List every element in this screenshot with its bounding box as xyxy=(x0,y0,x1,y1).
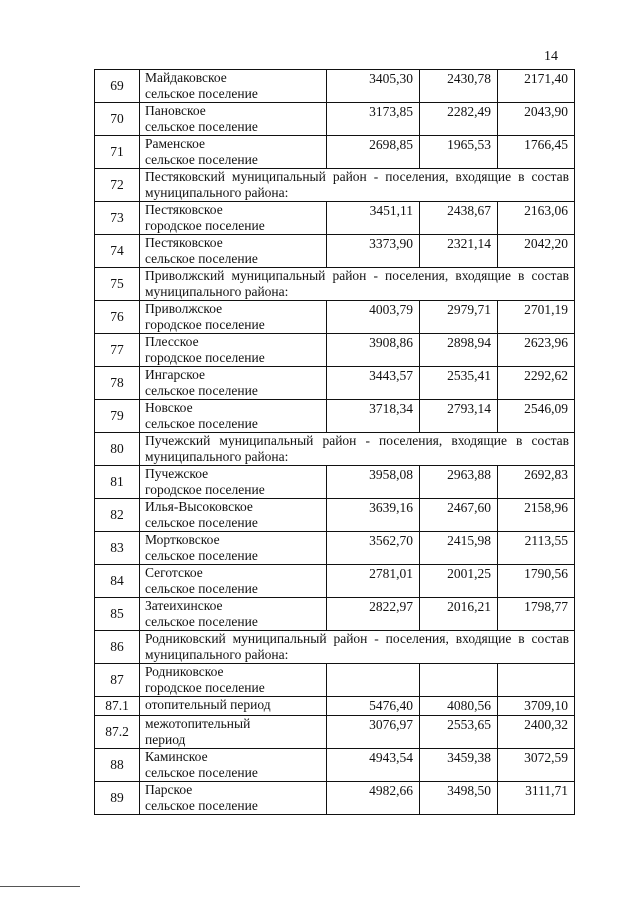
row-number: 85 xyxy=(95,598,140,631)
value-v2: 2898,94 xyxy=(420,334,498,367)
value-v2: 2001,25 xyxy=(420,565,498,598)
table-section-row xyxy=(95,169,575,202)
value-v2: 2430,78 xyxy=(420,70,498,103)
row-number: 73 xyxy=(95,202,140,235)
tariff-table xyxy=(94,69,575,815)
settlement-name-line2: сельское поселение xyxy=(145,548,258,563)
settlement-name-line1: Парское xyxy=(145,782,193,797)
value-v1 xyxy=(327,664,420,697)
value-v3: 3111,71 xyxy=(498,782,575,815)
value-v3: 2158,96 xyxy=(498,499,575,532)
settlement-name-line2: городское поселение xyxy=(145,680,265,695)
table-row xyxy=(95,499,575,532)
settlement-name xyxy=(140,499,327,532)
value-v3: 2546,09 xyxy=(498,400,575,433)
value-v3: 2692,83 xyxy=(498,466,575,499)
footnote-rule xyxy=(0,886,80,887)
value-v2: 2963,88 xyxy=(420,466,498,499)
row-number: 79 xyxy=(95,400,140,433)
settlement-name-line1: Мортковское xyxy=(145,532,220,547)
row-number: 83 xyxy=(95,532,140,565)
settlement-name-line2: сельское поселение xyxy=(145,119,258,134)
value-v3: 2042,20 xyxy=(498,235,575,268)
value-v1: 2822,97 xyxy=(327,598,420,631)
row-number: 75 xyxy=(95,268,140,301)
settlement-name-line1: отопительный период xyxy=(145,697,271,712)
page-number: 14 xyxy=(544,49,558,64)
value-v2: 2553,65 xyxy=(420,716,498,749)
row-number: 86 xyxy=(95,631,140,664)
row-number: 89 xyxy=(95,782,140,815)
table-row xyxy=(95,749,575,782)
value-v2: 3498,50 xyxy=(420,782,498,815)
value-v3: 2400,32 xyxy=(498,716,575,749)
table-row xyxy=(95,367,575,400)
settlement-name-line1: Раменское xyxy=(145,136,206,151)
table-row xyxy=(95,301,575,334)
settlement-name-line1: Плесское xyxy=(145,334,199,349)
value-v1: 3451,11 xyxy=(327,202,420,235)
table-row xyxy=(95,235,575,268)
settlement-name-line1: Родниковское xyxy=(145,664,224,679)
settlement-name-line2: сельское поселение xyxy=(145,152,258,167)
row-number: 74 xyxy=(95,235,140,268)
value-v3: 2163,06 xyxy=(498,202,575,235)
settlement-name-line1: Илья-Высоковское xyxy=(145,499,253,514)
settlement-name-line2: сельское поселение xyxy=(145,765,258,780)
table-row xyxy=(95,697,575,716)
row-number: 84 xyxy=(95,565,140,598)
value-v1: 2781,01 xyxy=(327,565,420,598)
settlement-name-line2: период xyxy=(145,732,186,747)
table-row xyxy=(95,466,575,499)
value-v1: 3173,85 xyxy=(327,103,420,136)
row-number: 77 xyxy=(95,334,140,367)
table-row xyxy=(95,598,575,631)
settlement-name-line1: Новское xyxy=(145,400,193,415)
settlement-name-line1: Приволжское xyxy=(145,301,223,316)
row-number: 72 xyxy=(95,169,140,202)
settlement-name xyxy=(140,716,327,749)
settlement-name-line2: сельское поселение xyxy=(145,515,258,530)
value-v1: 4982,66 xyxy=(327,782,420,815)
value-v1: 3373,90 xyxy=(327,235,420,268)
value-v1: 4003,79 xyxy=(327,301,420,334)
settlement-name xyxy=(140,466,327,499)
value-v1: 3076,97 xyxy=(327,716,420,749)
row-number: 87 xyxy=(95,664,140,697)
value-v3: 2623,96 xyxy=(498,334,575,367)
table-row xyxy=(95,716,575,749)
value-v3: 2043,90 xyxy=(498,103,575,136)
value-v3: 2113,55 xyxy=(498,532,575,565)
value-v2: 2415,98 xyxy=(420,532,498,565)
settlement-name-line2: городское поселение xyxy=(145,350,265,365)
row-number: 76 xyxy=(95,301,140,334)
settlement-name-line1: межотопительный xyxy=(145,716,251,731)
row-number: 88 xyxy=(95,749,140,782)
value-v1: 2698,85 xyxy=(327,136,420,169)
settlement-name xyxy=(140,749,327,782)
settlement-name xyxy=(140,70,327,103)
value-v3: 2701,19 xyxy=(498,301,575,334)
value-v3: 3709,10 xyxy=(498,697,575,716)
settlement-name-line2: сельское поселение xyxy=(145,86,258,101)
settlement-name xyxy=(140,334,327,367)
settlement-name-line2: городское поселение xyxy=(145,482,265,497)
settlement-name-line1: Майдаковское xyxy=(145,70,227,85)
table-section-row xyxy=(95,631,575,664)
value-v1: 4943,54 xyxy=(327,749,420,782)
table-row xyxy=(95,532,575,565)
value-v3: 2292,62 xyxy=(498,367,575,400)
table-row xyxy=(95,334,575,367)
row-number: 71 xyxy=(95,136,140,169)
value-v3: 3072,59 xyxy=(498,749,575,782)
settlement-name-line2: городское поселение xyxy=(145,317,265,332)
table-row xyxy=(95,70,575,103)
table-row xyxy=(95,782,575,815)
settlement-name-line2: городское поселение xyxy=(145,218,265,233)
settlement-name-line2: сельское поселение xyxy=(145,614,258,629)
value-v2: 2979,71 xyxy=(420,301,498,334)
settlement-name xyxy=(140,400,327,433)
settlement-name-line2: сельское поселение xyxy=(145,581,258,596)
value-v2: 2282,49 xyxy=(420,103,498,136)
value-v2: 2535,41 xyxy=(420,367,498,400)
settlement-name xyxy=(140,235,327,268)
settlement-name xyxy=(140,782,327,815)
row-number: 80 xyxy=(95,433,140,466)
settlement-name-line1: Пучежское xyxy=(145,466,209,481)
district-header: Пучежский муниципальный район - поселения, входящие в состав муниципального района: xyxy=(140,433,575,466)
settlement-name-line1: Сеготское xyxy=(145,565,203,580)
table-row xyxy=(95,400,575,433)
settlement-name xyxy=(140,202,327,235)
district-header: Приволжский муниципальный район - поселения, входящие в состав муниципального района: xyxy=(140,268,575,301)
district-header: Пестяковский муниципальный район - поселения, входящие в состав муниципального района: xyxy=(140,169,575,202)
value-v2: 3459,38 xyxy=(420,749,498,782)
value-v3: 1798,77 xyxy=(498,598,575,631)
settlement-name-line1: Затеихинское xyxy=(145,598,223,613)
row-number: 81 xyxy=(95,466,140,499)
value-v1: 3639,16 xyxy=(327,499,420,532)
value-v1: 3908,86 xyxy=(327,334,420,367)
settlement-name-line2: сельское поселение xyxy=(145,383,258,398)
row-number: 87.2 xyxy=(95,716,140,749)
settlement-name-line1: Ингарское xyxy=(145,367,206,382)
table-body xyxy=(95,70,575,815)
value-v2: 2321,14 xyxy=(420,235,498,268)
value-v3: 1766,45 xyxy=(498,136,575,169)
settlement-name xyxy=(140,367,327,400)
value-v1: 3958,08 xyxy=(327,466,420,499)
row-number: 87.1 xyxy=(95,697,140,716)
value-v2: 4080,56 xyxy=(420,697,498,716)
settlement-name-line1: Пановское xyxy=(145,103,206,118)
value-v2 xyxy=(420,664,498,697)
row-number: 78 xyxy=(95,367,140,400)
value-v1: 3443,57 xyxy=(327,367,420,400)
row-number: 70 xyxy=(95,103,140,136)
value-v1: 3718,34 xyxy=(327,400,420,433)
settlement-name-line1: Каминское xyxy=(145,749,208,764)
table-row xyxy=(95,103,575,136)
value-v2: 2793,14 xyxy=(420,400,498,433)
value-v2: 2438,67 xyxy=(420,202,498,235)
value-v2: 2016,21 xyxy=(420,598,498,631)
district-header: Родниковский муниципальный район - поселения, входящие в состав муниципального района: xyxy=(140,631,575,664)
row-number: 82 xyxy=(95,499,140,532)
settlement-name-line1: Пестяковское xyxy=(145,235,223,250)
settlement-name xyxy=(140,136,327,169)
settlement-name-line2: сельское поселение xyxy=(145,416,258,431)
table-row xyxy=(95,136,575,169)
table-section-row xyxy=(95,268,575,301)
settlement-name xyxy=(140,532,327,565)
table-row xyxy=(95,565,575,598)
settlement-name xyxy=(140,664,327,697)
value-v3: 1790,56 xyxy=(498,565,575,598)
value-v2: 1965,53 xyxy=(420,136,498,169)
table-row xyxy=(95,664,575,697)
settlement-name-line2: сельское поселение xyxy=(145,251,258,266)
value-v1: 3405,30 xyxy=(327,70,420,103)
settlement-name xyxy=(140,301,327,334)
value-v1: 3562,70 xyxy=(327,532,420,565)
settlement-name xyxy=(140,103,327,136)
settlement-name-line2: сельское поселение xyxy=(145,798,258,813)
table-row xyxy=(95,202,575,235)
value-v2: 2467,60 xyxy=(420,499,498,532)
settlement-name xyxy=(140,565,327,598)
value-v1: 5476,40 xyxy=(327,697,420,716)
settlement-name xyxy=(140,598,327,631)
value-v3 xyxy=(498,664,575,697)
table-section-row xyxy=(95,433,575,466)
settlement-name xyxy=(140,697,327,716)
value-v3: 2171,40 xyxy=(498,70,575,103)
settlement-name-line1: Пестяковское xyxy=(145,202,223,217)
row-number: 69 xyxy=(95,70,140,103)
